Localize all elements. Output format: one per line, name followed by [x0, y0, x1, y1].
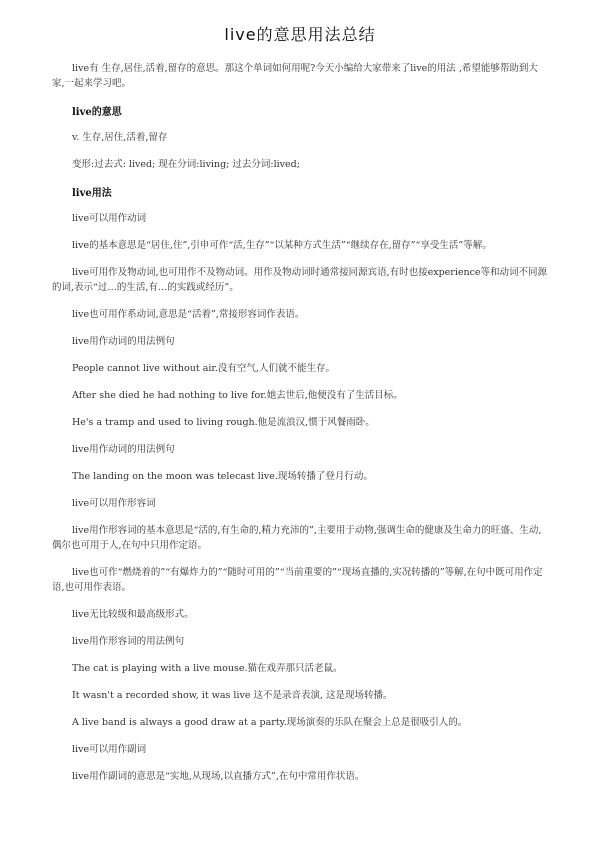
definition-line: v. 生存,居住,活着,留存 — [72, 132, 168, 143]
subheading-adjective-examples: live用作形容词的用法例句 — [72, 636, 185, 647]
paragraph: live用作形容词的基本意思是“活的,有生命的,精力充沛的”,主要用于动物,强调生命的健康及生命力的旺盛、生动,偶尔也可用于人,在句中只用作定语。 — [52, 525, 542, 551]
paragraph: live也可作“燃烧着的”“有爆炸力的”“随时可用的”“当前重要的”“现场直播的,实况转播的”等解,在句中既可用作定语,也可用作表语。 — [52, 567, 543, 593]
subheading-verb-examples: live用作动词的用法例句 — [72, 336, 175, 347]
subheading-adjective: live可以用作形容词 — [72, 498, 156, 509]
example-sentence: The cat is playing with a live mouse.猫在戏弄那只活老鼠。 — [72, 663, 343, 674]
example-sentence: It wasn't a recorded show, it was live 这不是录音表演, 这是现场转播。 — [72, 690, 393, 701]
subheading-verb: live可以用作动词 — [72, 213, 147, 224]
example-sentence: A live band is always a good draw at a party.现场演奏的乐队在聚会上总是很吸引人的。 — [72, 717, 468, 728]
paragraph: live也可用作系动词,意思是“活着”,常接形容词作表语。 — [72, 309, 305, 320]
subheading-verb-examples: live用作动词的用法例句 — [72, 444, 175, 455]
page-title: live的意思用法总结 — [224, 25, 376, 44]
inflection-line: 变形:过去式: lived; 现在分词:living; 过去分词:lived; — [72, 159, 300, 170]
paragraph: live的基本意思是“居住,住”,引申可作“活,生存”“以某种方式生活”“继续存在,留存”“享受生活”等解。 — [72, 240, 492, 251]
example-sentence: He's a tramp and used to living rough.他是流浪汉,惯于风餐雨卧。 — [72, 417, 375, 428]
paragraph: live用作副词的意思是“实地,从现场,以直播方式”,在句中常用作状语。 — [72, 771, 365, 782]
example-sentence: People cannot live without air.没有空气,人们就不能生存。 — [72, 363, 335, 374]
paragraph: live可用作及物动词,也可用作不及物动词。用作及物动词时通常接同源宾语,有时也接experience等和动词不同源的词,表示“过…的生活,有…的实践或经历”。 — [52, 267, 548, 293]
intro-paragraph: live有 生存,居住,活着,留存的意思。那这个单词如何用呢?今天小编给大家带来了live的用法 ,希望能够帮助到大家,一起来学习吧。 — [52, 63, 538, 89]
section-heading-usage: live用法 — [72, 188, 112, 199]
example-sentence: The landing on the moon was telecast live.现场转播了登月行动。 — [72, 471, 373, 482]
section-heading-meaning: live的意思 — [72, 107, 122, 118]
subheading-adverb: live可以用作副词 — [72, 744, 147, 755]
paragraph: live无比较级和最高级形式。 — [72, 609, 194, 620]
example-sentence: After she died he had nothing to live for.她去世后,他便没有了生活目标。 — [72, 390, 403, 401]
